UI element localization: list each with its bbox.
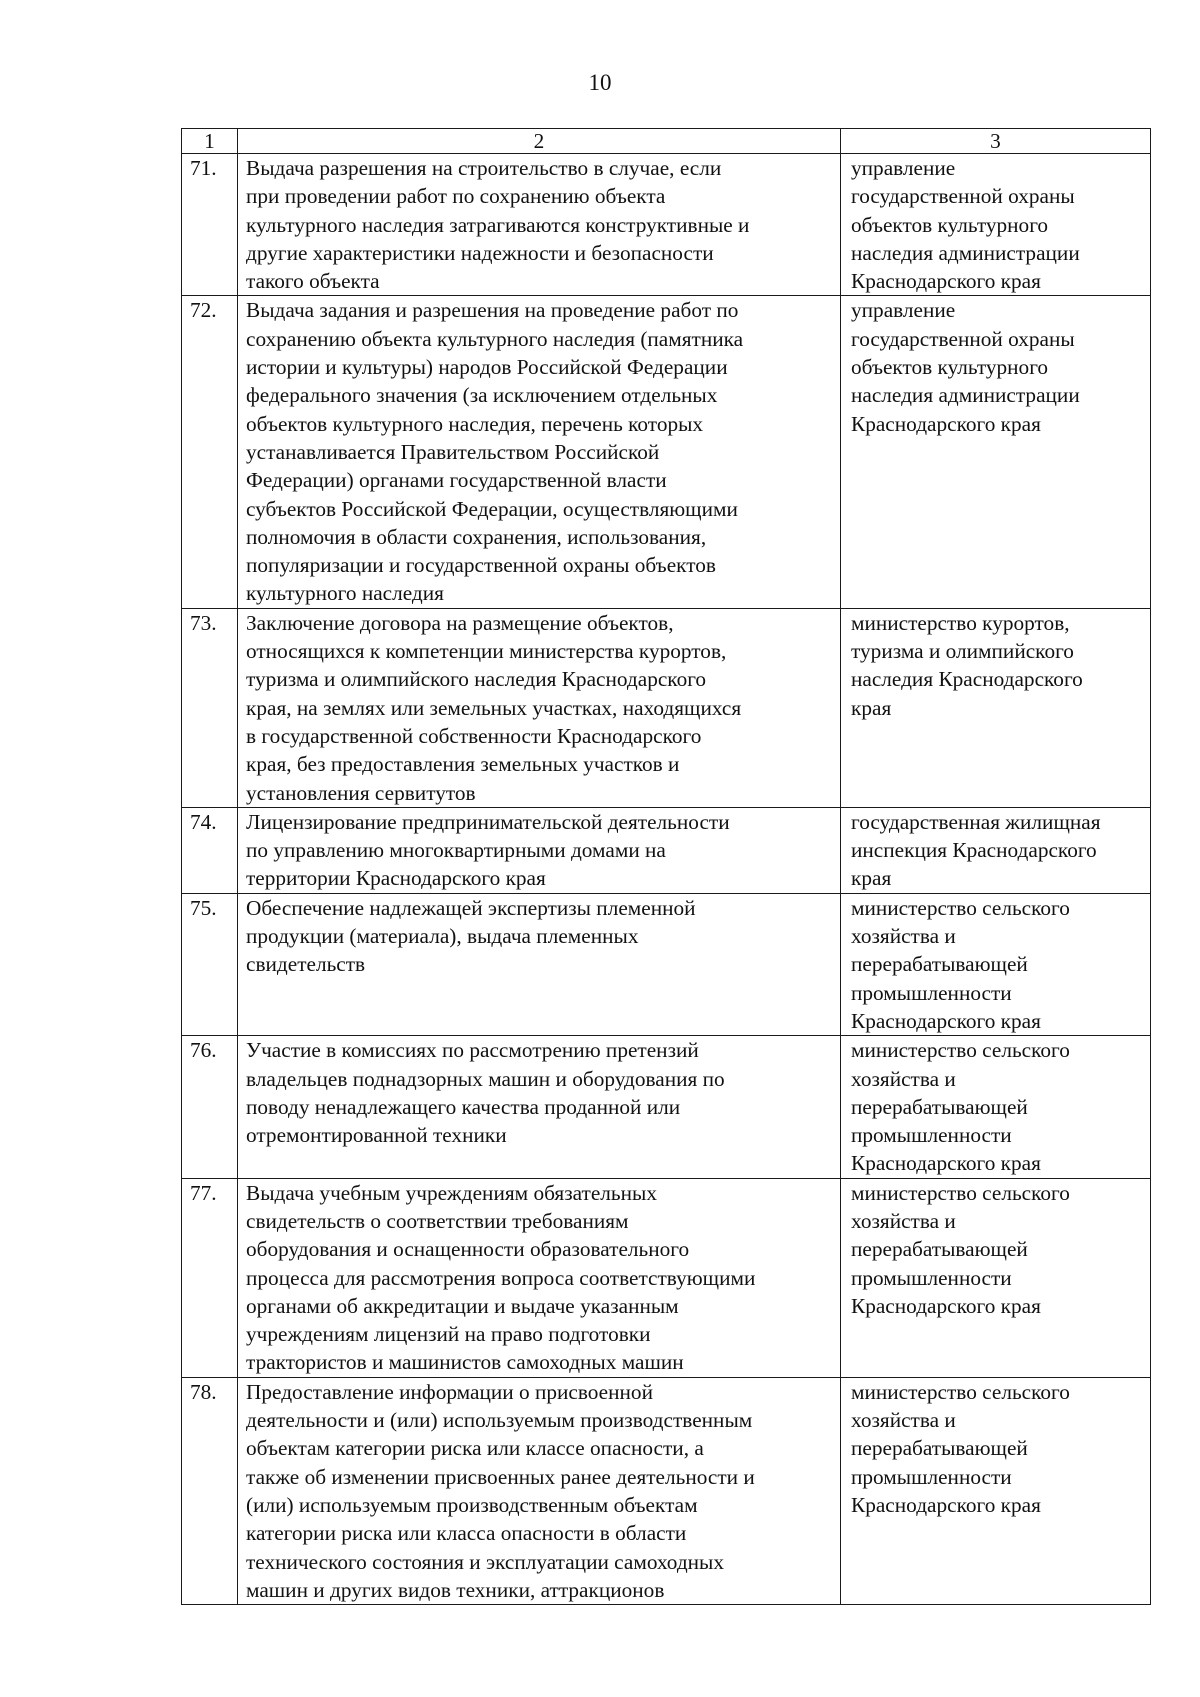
service-line: по управлению многоквартирными домами на (246, 838, 666, 863)
service-line: машин и других видов техники, аттракционов (246, 1577, 665, 1602)
service-line: владельцев поднадзорных машин и оборудования по (246, 1066, 725, 1091)
row-number: 76. (182, 1036, 238, 1178)
responsible-agency (841, 154, 1151, 296)
agency-line: государственной охраны (851, 184, 1075, 209)
row-number: 75. (182, 893, 238, 1035)
responsible-agency (841, 1178, 1151, 1377)
service-line: продукции (материала), выдача племенных (246, 924, 639, 949)
service-line: (или) используемым производственным объектам (246, 1492, 698, 1517)
service-line: края, без предоставления земельных участков и (246, 752, 680, 777)
table-row (182, 154, 1151, 296)
responsible-agency (841, 893, 1151, 1035)
agency-line: объектов культурного (851, 355, 1049, 380)
agency-line: хозяйства и (851, 1208, 956, 1233)
service-line: истории и культуры) народов Российской Федерации (246, 355, 728, 380)
agency-line: промышленности (851, 1123, 1012, 1148)
agency-line: промышленности (851, 1464, 1012, 1489)
responsible-agency (841, 1036, 1151, 1178)
row-number: 77. (182, 1178, 238, 1377)
service-description (238, 296, 841, 608)
table-header-row (182, 129, 1151, 154)
row-number: 78. (182, 1377, 238, 1604)
agency-line: Краснодарского края (851, 269, 1041, 294)
service-line: Федерации) органами государственной власти (246, 468, 667, 493)
service-line: объектов культурного наследия, перечень которых (246, 411, 704, 436)
table-row (182, 1377, 1151, 1604)
agency-line: Краснодарского края (851, 1151, 1041, 1176)
agency-line: наследия Краснодарского (851, 667, 1083, 692)
agency-line: объектов культурного (851, 212, 1049, 237)
service-line: установления сервитутов (246, 780, 476, 805)
agency-line: перерабатывающей (851, 1237, 1028, 1262)
agency-line: края (851, 866, 892, 891)
agency-line: наследия администрации (851, 383, 1080, 408)
agency-line: промышленности (851, 1265, 1012, 1290)
responsible-agency (841, 1377, 1151, 1604)
service-line: края, на землях или земельных участках, находящихся (246, 695, 742, 720)
service-description (238, 154, 841, 296)
agency-line: государственной охраны (851, 326, 1075, 351)
table-row (182, 807, 1151, 893)
agency-line: Краснодарского края (851, 1008, 1041, 1033)
service-line: Выдача задания и разрешения на проведение работ по (246, 298, 739, 323)
service-line: туризма и олимпийского наследия Краснодарского (246, 667, 707, 692)
agency-line: Краснодарского края (851, 1293, 1041, 1318)
table-body (182, 129, 1151, 1605)
service-line: процесса для рассмотрения вопроса соответствующими (246, 1265, 756, 1290)
service-line: органами об аккредитации и выдаче указанным (246, 1293, 679, 1318)
service-line: Заключение договора на размещение объектов, (246, 610, 674, 635)
service-description (238, 1377, 841, 1604)
header-col-2: 2 (238, 129, 841, 154)
agency-line: управление (851, 156, 956, 180)
service-line: культурного наследия затрагиваются конструктивные и (246, 212, 750, 237)
service-line: культурного наследия (246, 581, 444, 606)
service-line: относящихся к компетенции министерства курортов, (246, 639, 727, 664)
agency-line: промышленности (851, 980, 1012, 1005)
service-line: свидетельств (246, 952, 366, 977)
agency-line: туризма и олимпийского (851, 639, 1074, 664)
row-number: 74. (182, 807, 238, 893)
agency-line: перерабатывающей (851, 952, 1028, 977)
agency-line: государственная жилищная (851, 809, 1101, 834)
agency-line: министерство сельского (851, 1038, 1070, 1063)
service-line: федерального значения (за исключением отдельных (246, 383, 718, 408)
service-description (238, 893, 841, 1035)
agency-line: министерство курортов, (851, 610, 1070, 635)
service-line: поводу ненадлежащего качества проданной или (246, 1094, 681, 1119)
agency-line: хозяйства и (851, 1066, 956, 1091)
agency-line: министерство сельского (851, 1379, 1070, 1404)
table-row (182, 1036, 1151, 1178)
agency-line: Краснодарского края (851, 1492, 1041, 1517)
service-line: Участие в комиссиях по рассмотрению претензий (246, 1038, 699, 1063)
service-line: субъектов Российской Федерации, осуществляющими (246, 496, 738, 521)
service-line: устанавливается Правительством Российской (246, 439, 660, 464)
table-row (182, 1178, 1151, 1377)
table-row (182, 608, 1151, 807)
agency-line: хозяйства и (851, 924, 956, 949)
row-number: 72. (182, 296, 238, 608)
service-line: также об изменении присвоенных ранее деятельности и (246, 1464, 755, 1489)
service-line: Лицензирование предпринимательской деятельности (246, 809, 730, 834)
agency-line: перерабатывающей (851, 1094, 1028, 1119)
agency-line: наследия администрации (851, 240, 1080, 265)
service-description (238, 1036, 841, 1178)
service-line: учреждениям лицензий на право подготовки (246, 1322, 651, 1347)
service-line: полномочия в области сохранения, использования, (246, 524, 707, 549)
service-line: популяризации и государственной охраны объектов (246, 553, 716, 578)
agency-line: министерство сельского (851, 1180, 1070, 1205)
service-line: Выдача разрешения на строительство в случае, если (246, 156, 722, 180)
responsible-agency (841, 807, 1151, 893)
service-line: объектам категории риска или классе опасности, а (246, 1436, 704, 1461)
service-line: такого объекта (246, 269, 380, 294)
agency-line: управление (851, 298, 956, 323)
service-line: Обеспечение надлежащей экспертизы племенной (246, 895, 696, 920)
service-line: свидетельств о соответствии требованиям (246, 1208, 629, 1233)
service-line: Выдача учебным учреждениям обязательных (246, 1180, 657, 1205)
service-description (238, 807, 841, 893)
service-line: в государственной собственности Краснодарского (246, 723, 702, 748)
agency-line: инспекция Краснодарского (851, 838, 1097, 863)
header-col-1: 1 (182, 129, 238, 154)
services-table (181, 128, 1151, 1605)
service-line: другие характеристики надежности и безопасности (246, 240, 714, 265)
agency-line: края (851, 695, 892, 720)
service-description (238, 608, 841, 807)
service-line: трактористов и машинистов самоходных машин (246, 1350, 684, 1375)
service-line: технического состояния и эксплуатации самоходных (246, 1549, 725, 1574)
agency-line: перерабатывающей (851, 1436, 1028, 1461)
service-line: оборудования и оснащенности образовательного (246, 1237, 690, 1262)
page-number: 10 (588, 70, 612, 95)
agency-line: хозяйства и (851, 1408, 956, 1433)
responsible-agency (841, 608, 1151, 807)
header-col-3: 3 (841, 129, 1151, 154)
row-number: 71. (182, 154, 238, 296)
row-number: 73. (182, 608, 238, 807)
table-row (182, 296, 1151, 608)
service-line: Предоставление информации о присвоенной (246, 1379, 653, 1404)
agency-line: министерство сельского (851, 895, 1070, 920)
service-line: деятельности и (или) используемым производственным (246, 1408, 753, 1433)
service-line: сохранению объекта культурного наследия (памятника (246, 326, 744, 351)
service-line: отремонтированной техники (246, 1123, 507, 1148)
responsible-agency (841, 296, 1151, 608)
service-description (238, 1178, 841, 1377)
service-line: при проведении работ по сохранению объекта (246, 184, 666, 209)
service-line: территории Краснодарского края (246, 866, 546, 891)
agency-line: Краснодарского края (851, 411, 1041, 436)
table-row (182, 893, 1151, 1035)
service-line: категории риска или класса опасности в области (246, 1521, 687, 1546)
